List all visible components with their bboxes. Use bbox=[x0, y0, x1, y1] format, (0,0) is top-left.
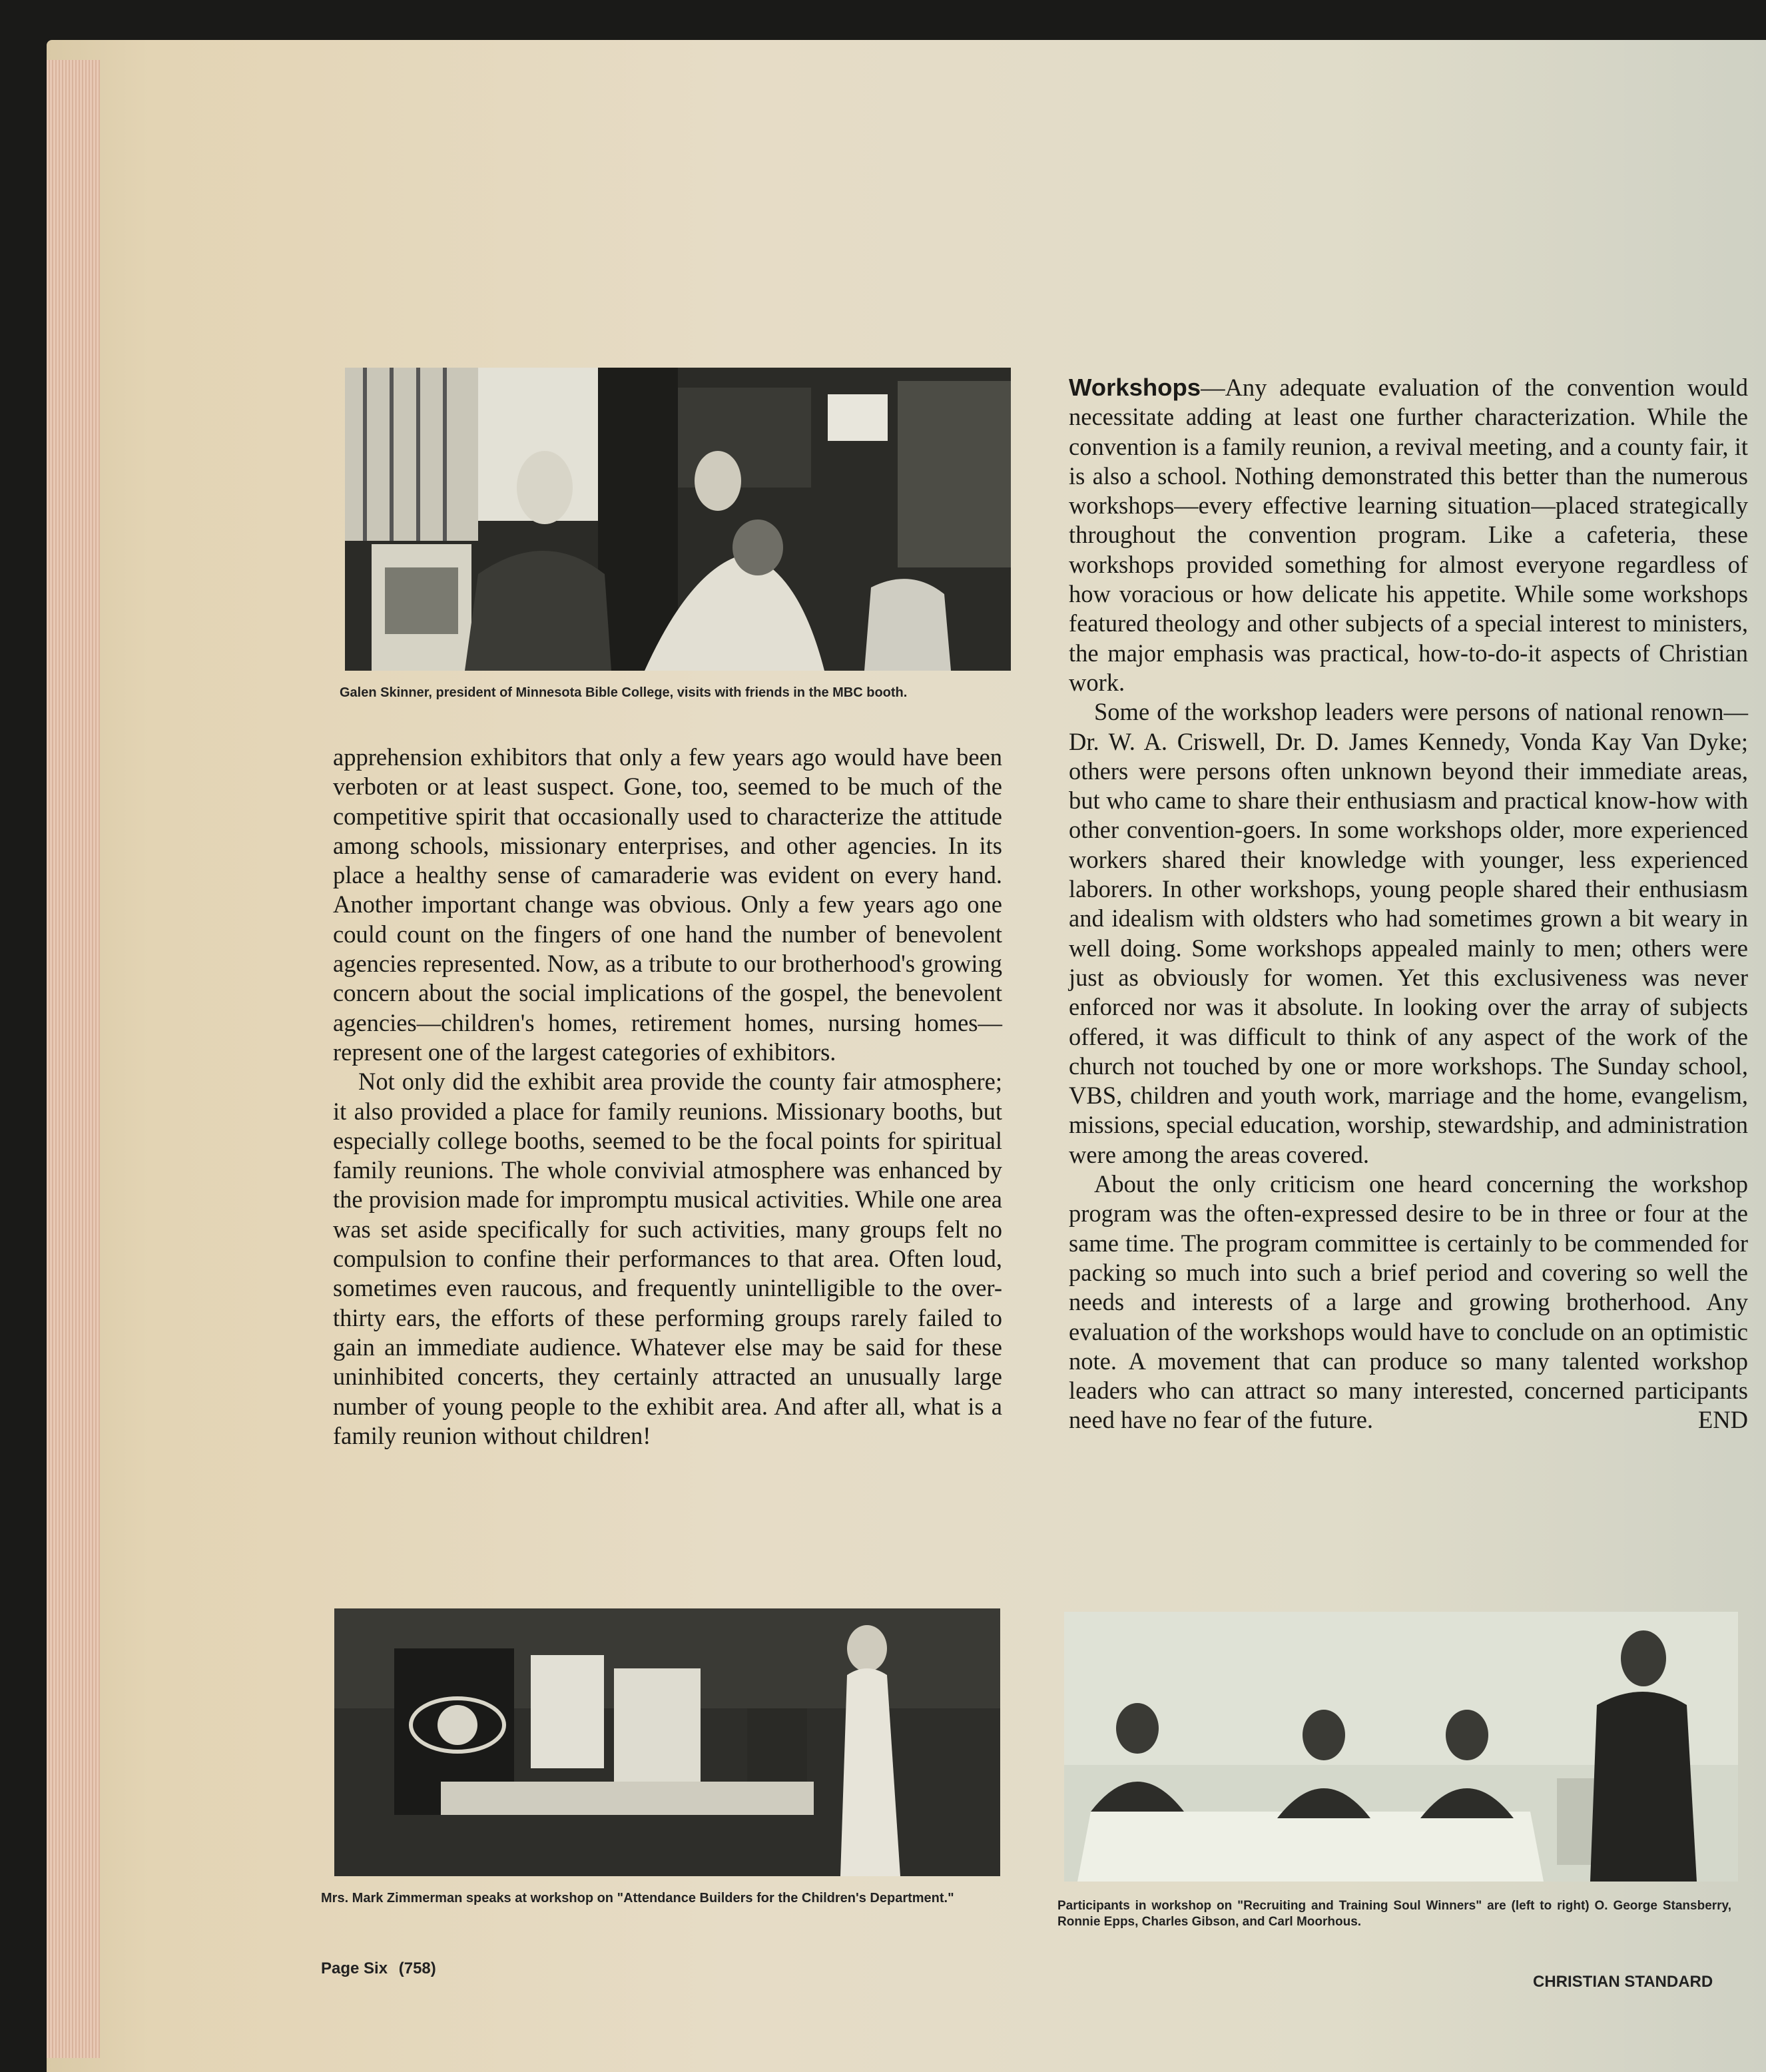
page-edge-stack bbox=[47, 60, 100, 2058]
paragraph: apprehension exhibitors that only a few years ago would have been verboten or at least suspect. Gone, too, seemed to be much of the competitive spirit that occasionally used to characterize the attitude among schools, missionary enterprises, and other agencies. In its place a healthy sense of camaraderie was evident on every hand. Another important change was obvious. Only a few years ago one could count on the fingers of one hand the number of benevolent agencies represented. Now, as a tribute to our brotherhood's growing concern about the social implications of the gospel, the benevolent agencies—children's homes, retirement homes, nursing homes—represent one of the largest categories of exhibitors. bbox=[333, 743, 1002, 1066]
paragraph bbox=[1069, 1170, 1748, 1435]
photo-mbc-booth-image bbox=[345, 368, 1011, 671]
photo-workshop-zimmerman bbox=[334, 1608, 1000, 1876]
paragraph bbox=[1069, 373, 1748, 697]
photo-workshop-soul-winners-image bbox=[1064, 1612, 1738, 1882]
photo-mbc-booth bbox=[345, 368, 1011, 671]
page-name: Page Six bbox=[321, 1959, 388, 1977]
photo-caption-bottom-left: Mrs. Mark Zimmerman speaks at workshop on "Attendance Builders for the Children's Department." bbox=[321, 1891, 954, 1905]
photo-caption-top: Galen Skinner, president of Minnesota Bible College, visits with friends in the MBC booth. bbox=[340, 685, 908, 700]
section-heading: Workshops bbox=[1069, 374, 1201, 401]
paragraph: Not only did the exhibit area provide the county fair atmosphere; it also provided a place for family reunions. Missionary booths, but especially college booths, seemed to be the focal points for spiritual family reunions. The whole convivial atmosphere was enhanced by the provision made for impromptu musical activities. While one area was set aside specifically for such activities, many groups felt no compulsion to confine their performances to that area. Often loud, sometimes even raucous, and frequently unintelligible to the over-thirty ears, the efforts of these performing groups rarely failed to gain an immediate audience. Whatever else may be said for these uninhibited concerts, they certainly attracted an unusually large number of young people to the exhibit area. And after all, what is a family reunion without children! bbox=[333, 1068, 1002, 1449]
article-column-1 bbox=[333, 743, 1002, 1451]
paragraph-text: —Any adequate evaluation of the convention would necessitate adding at least one further characterization. While the convention is a family reunion, a revival meeting, and a county fair, it is also a school. Nothing demonstrated this better than the numerous workshops—every effective learning situation—placed strategically throughout the convention program. Like a cafeteria, these workshops provided something for almost everyone regardless of how voracious or how delicate his appetite. While some workshops featured theology and other subjects of a special interest to ministers, the major emphasis was practical, how-to-do-it aspects of Christian work. bbox=[1069, 374, 1748, 696]
article-column-2 bbox=[1069, 373, 1748, 1435]
photo-workshop-zimmerman-image bbox=[334, 1608, 1000, 1876]
page-number: (758) bbox=[398, 1959, 436, 1977]
photo-workshop-soul-winners bbox=[1064, 1612, 1738, 1882]
footer-page-label bbox=[321, 1959, 436, 1978]
photo-caption-bottom-right: Participants in workshop on "Recruiting and Training Soul Winners" are (left to right) O. George Stansberry, Ronnie Epps, Charles Gibson, and Carl Moorhous. bbox=[1057, 1899, 1731, 1929]
paragraph: Some of the workshop leaders were persons of national renown—Dr. W. A. Criswell, Dr. D. James Kennedy, Vonda Kay Van Dyke; others were persons often unknown beyond their immediate areas, but who came to share their enthusiasm and practical know-how with other convention-goers. In some workshops older, more experienced workers shared their knowledge with younger, less experienced laborers. In other workshops, young people shared their enthusiasm and idealism with oldsters who had sometimes grown a bit weary in well doing. Some workshops appealed mainly to men; others were just as obviously for women. Yet this exclusiveness was never enforced nor was it absolute. In looking over the array of subjects offered, it was difficult to think of any aspect of the work of the church not touched by one or more workshops. The Sunday school, VBS, children and youth work, marriage and the home, evangelism, missions, special education, worship, stewardship, and administration were among the areas covered. bbox=[1069, 698, 1748, 1168]
paragraph-text: About the only criticism one heard concerning the workshop program was the often-expressed desire to be in three or four at the same time. The program committee is certainly to be commended for packing so much into such a brief period and covering so well the needs and interests of a large and growing brotherhood. Any evaluation of the workshops would have to conclude on an optimistic note. A movement that can produce so many talented workshop leaders who can attract so many interested, concerned participants need have no fear of the future. bbox=[1069, 1170, 1748, 1434]
footer-magazine-title: CHRISTIAN STANDARD bbox=[1533, 1973, 1713, 1991]
end-mark: END bbox=[1697, 1406, 1748, 1434]
